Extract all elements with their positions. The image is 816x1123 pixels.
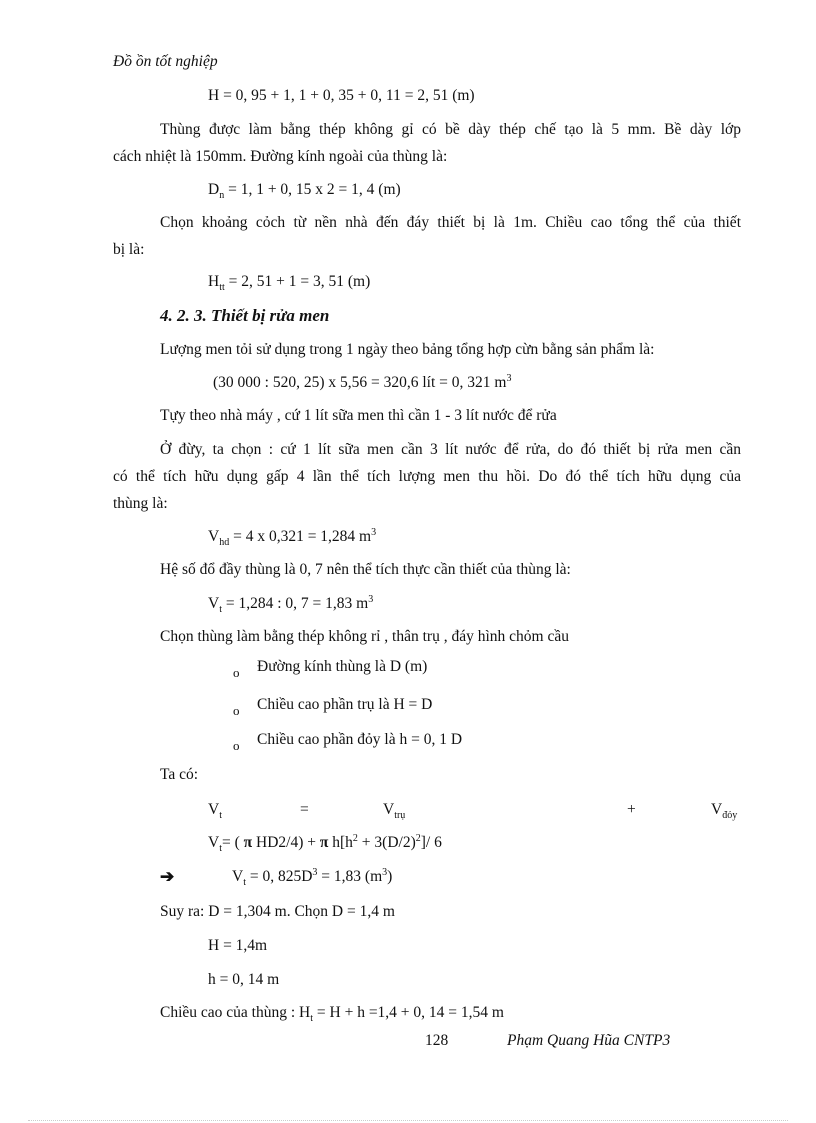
superscript: 3 [382, 867, 388, 878]
expression: = 1, 1 + 0, 15 x 2 = 1, 4 (m) [224, 181, 401, 198]
superscript: 2 [415, 833, 421, 844]
equation-line: H = 1,4m [208, 937, 268, 954]
paragraph-line: bị là: [113, 241, 145, 258]
expression: = ( [221, 834, 244, 851]
paragraph-line [160, 1003, 504, 1023]
expression: = H + h =1,4 + 0, 14 = 1,54 m [313, 1004, 504, 1021]
subscript: t [219, 843, 222, 854]
expression: = 1,83 (m [317, 868, 383, 885]
bullet-icon: o [233, 703, 240, 718]
subscript: trụ [394, 810, 406, 821]
equation-outer-diameter [208, 180, 401, 200]
expression: h[h [328, 834, 353, 851]
paragraph-line: cách nhiệt là 150mm. Đường kính ngoài của thùng là: [113, 148, 448, 165]
subscript: t [219, 604, 222, 615]
paragraph-line: Ta có: [160, 766, 199, 783]
equation-real-volume [208, 594, 373, 614]
expression: = 0, 825D [245, 868, 313, 885]
symbol: H [208, 273, 220, 290]
expression: ]/ 6 [420, 834, 442, 851]
eq-term [383, 800, 405, 820]
bullet-icon: o [233, 738, 240, 753]
subscript: t [219, 810, 222, 821]
page-number: 128 [425, 1032, 449, 1049]
subscript: t [243, 877, 246, 888]
expression: + 3(D/2) [357, 834, 416, 851]
expression: = 2, 51 + 1 = 3, 51 (m) [224, 273, 371, 290]
expression: = 4 x 0,321 = 1,284 m [229, 528, 372, 545]
bullet-item [233, 658, 428, 683]
paragraph-line: Suy ra: D = 1,304 m. Chọn D = 1,4 m [160, 903, 395, 920]
expression: HD2/4) + [252, 834, 320, 851]
paragraph-line: Tựy theo nhà máy , cứ 1 lít sữa men thì cần 1 - 3 lít nước để rửa [160, 407, 557, 424]
subscript: đỏy [722, 810, 738, 821]
page-border [28, 1120, 788, 1121]
eq-plus: + [627, 801, 636, 818]
eq-term [208, 800, 222, 820]
eq-term [711, 800, 737, 820]
paragraph-line: Thùng được làm bằng thép không gỉ có bề dày thép chế tạo là 5 mm. Bề dày lớp [160, 121, 741, 138]
superscript: 3 [506, 373, 512, 384]
paragraph-line: có thể tích hữu dụng gấp 4 lần thể tích lượng men thu hồi. Do đó thể tích hữu dụng của [113, 468, 741, 485]
expression: = 1,284 : 0, 7 = 1,83 m [221, 595, 369, 612]
equation-volume-formula [208, 833, 442, 853]
symbol: V [208, 834, 220, 851]
superscript: 2 [352, 833, 358, 844]
symbol: V [208, 801, 220, 818]
equation-height: H = 0, 95 + 1, 1 + 0, 35 + 0, 11 = 2, 51 (m) [208, 87, 475, 104]
symbol: V [232, 868, 244, 885]
paragraph-line: Ở đừy, ta chọn : cứ 1 lít sữa men cần 3 lít nước để rửa, do đó thiết bị rửa men cần [160, 441, 741, 458]
paragraph-line: Chọn khoảng cỏch từ nền nhà đến đáy thiết bị là 1m. Chiều cao tổng thể của thiết [160, 214, 741, 231]
equation-useful-volume [208, 527, 376, 547]
paragraph-line: Lượng men tỏi sử dụng trong 1 ngày theo bảng tổng hợp cừn bằng sản phẩm là: [160, 341, 655, 358]
bullet-item [233, 696, 433, 721]
equation-total-height [208, 272, 370, 292]
superscript: 3 [371, 527, 377, 538]
symbol: V [208, 595, 220, 612]
section-heading: 4. 2. 3. Thiết bị rửa men [160, 306, 330, 325]
equation-volume-result [232, 867, 392, 887]
symbol: V [711, 801, 723, 818]
bullet-text: Chiều cao phần trụ là H = D [257, 696, 433, 713]
footer-author: Phạm Quang Hũa CNTP3 [507, 1032, 671, 1049]
bullet-text: Chiều cao phần đỏy là h = 0, 1 D [257, 731, 463, 748]
subscript: hd [219, 537, 230, 548]
equation-yeast-volume [213, 373, 511, 393]
equation-line: h = 0, 14 m [208, 971, 280, 988]
bullet-icon: o [233, 665, 240, 680]
paragraph-line: Hệ số đổ đầy thùng là 0, 7 nên thể tích thực cần thiết của thùng là: [160, 561, 571, 578]
paragraph-line: thùng là: [113, 495, 168, 512]
expression: Chiều cao của thùng : H [160, 1004, 311, 1021]
subscript: t [310, 1013, 314, 1024]
bullet-text: Đường kính thùng là D (m) [257, 658, 428, 675]
expression: ) [387, 868, 393, 885]
symbol: V [208, 528, 220, 545]
superscript: 3 [368, 594, 374, 605]
bullet-item [233, 731, 463, 756]
header-title: Đồ ồn tốt nghiệp [113, 53, 218, 70]
superscript: 3 [312, 867, 318, 878]
pi-symbol: π [319, 834, 329, 851]
paragraph-line: Chọn thùng làm bằng thép không rỉ , thân trụ , đáy hình chỏm cầu [160, 628, 569, 645]
symbol: D [208, 181, 220, 198]
arrow-icon: ➔ [160, 867, 175, 886]
eq-equals: = [300, 801, 309, 818]
symbol: V [383, 801, 395, 818]
expression: (30 000 : 520, 25) x 5,56 = 320,6 lít = 0, 321 m [213, 374, 507, 391]
subscript: tt [219, 282, 225, 293]
pi-symbol: π [243, 834, 253, 851]
subscript: n [219, 190, 225, 201]
